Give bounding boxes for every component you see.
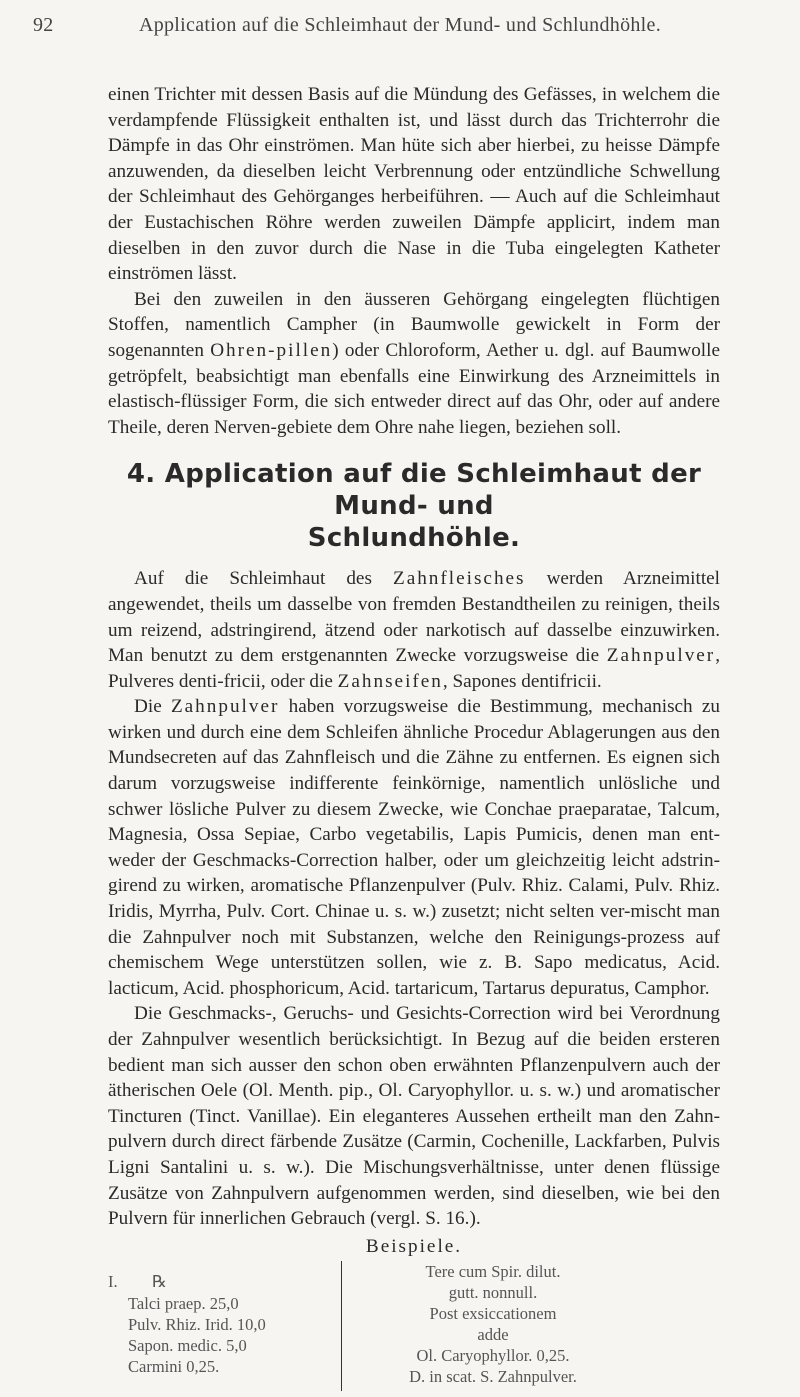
ingredient-line: Pulv. Rhiz. Irid. 10,0 [128,1315,266,1335]
term-zahnpulver-2: Zahnpulver [170,696,280,718]
instruction-line: Post exsiccationem [429,1304,557,1324]
section-heading-line-2: Schlundhöhle. [307,523,521,554]
ingredient-list [128,1293,266,1377]
recipe-block [108,1261,720,1397]
instruction-line: D. in scat. S. Zahnpulver. [409,1367,577,1387]
running-head [0,14,800,37]
examples-heading: Beispiele. [365,1235,463,1257]
paragraph-3-part-d: , Sapones dentifricii. [442,670,602,692]
term-zahnpulver: Zahnpulver [606,645,716,667]
page-number: 92 [33,14,54,36]
paragraph-3-part-c: , Pulveres denti-fricii, oder die [108,645,720,692]
ingredient-line: Sapon. medic. 5,0 [128,1336,247,1356]
paragraph-3 [108,566,720,694]
paragraph-3-part-b: werden Arzneimittel angewendet, theils um dasselbe von fremden Bestandtheilen zu reinigen, theils um reizend, adstringirend, ätzend oder narkotisch auf dasselbe einzuwirken. Man benutzt zu dem erstgenannten Zwecke vorzugsweise die [108,568,720,667]
instruction-line: gutt. nonnull. [448,1283,538,1303]
section-heading [108,458,720,554]
term-zahnseifen: Zahnseifen [337,670,443,692]
paragraph-2 [108,287,720,441]
paragraph-1: einen Trichter mit dessen Basis auf die Mündung des Gefässes, in welchem die verdampfende Flüssigkeit enthalten ist, und lässt durch das Trichterrohr die Dämpfe in das Ohr einströmen. Man hüte sich aber hierbei, zu heisse Dämpfe anzuwenden, da dieselben leicht Verbrennung oder entzündliche Schwellung der Schleimhaut des Gehörganges herbeiführen. — Auch auf die Schleimhaut der Eustachischen Röhre werden zuweilen Dämpfe applicirt, indem man dieselben in den zuvor durch die Nase in die Tuba eingelegten Katheter einströmen lässt. [108,84,720,285]
recipe-number: I. [108,1272,118,1292]
paragraph-4 [108,694,720,1001]
instruction-line: adde [477,1325,509,1345]
recipe-divider [341,1261,342,1391]
ingredient-line: Carmini 0,25. [128,1357,220,1377]
paragraph-4-part-b: haben vorzugsweise die Bestimmung, mechanisch zu wirken und durch eine dem Schleifen ähnliche Procedur Ablagerungen aus den Mundsecreten auf das Zahnfleisch und die Zähne zu entfernen. Es eignen sich darum vorzugsweise indifferente feinkörnige, namentlich unlösliche und schwer lösliche Pulver zu diesem Zwecke, wie Conchae praeparatae, Talcum, Magnesia, Ossa Sepiae, Carbo vegetabilis, Lapis Pumicis, denen man ent-weder der Geschmacks-Correction halber, oder um gleichzeitig leicht adstrin-girend zu wirken, aromatische Pflanzenpulver (Pulv. Rhiz. Calami, Pulv. Rhiz. Iridis, Myrrha, Pulv. Cort. Chinae u. s. w.) zusetzt; nicht selten ver-mischt man die Zahnpulver noch mit Substanzen, welche den Reinigungs-prozess auf chemischem Wege unterstützen sollen, wie z. B. Sapo medicatus, Acid. lacticum, Acid. phosphoricum, Acid. tartaricum, Tartarus depuratus, Camphor. [108,696,720,999]
running-title: Application auf die Schleimhaut der Mund- und Schlundhöhle. [138,14,662,36]
term-ohrenpillen: Ohren-pillen [210,339,333,361]
term-zahnfleisches: Zahnfleisches [392,568,526,590]
instruction-line: Ol. Caryophyllor. 0,25. [416,1346,570,1366]
paragraph-2-part-b: ) oder Chloroform, Aether u. dgl. auf Baumwolle getröpfelt, beabsichtigt man ebenfalls eine Einwirkung des Arzneimittels in elastisch-flüssiger Form, die sich entweder direct auf das Ohr, oder auf andere Theile, deren Nerven-gebiete dem Ohre nahe liegen, beziehen soll. [108,339,720,438]
instruction-line: Tere cum Spir. dilut. [425,1262,561,1282]
section-heading-line-1: 4. Application auf die Schleimhaut der Mund- und [126,459,702,522]
paragraph-2-part-a: Bei den zuweilen in den äusseren Gehörgang eingelegten flüchtigen Stoffen, namentlich Campher (in Baumwolle gewickelt in Form der sogenannten [108,288,720,361]
paragraph-3-part-a: Auf die Schleimhaut des [134,568,393,590]
recipe-rx-symbol: ℞ [152,1272,167,1292]
paragraph-4-part-a: Die [134,696,171,718]
body-text [108,82,720,1397]
ingredient-line: Talci praep. 25,0 [128,1294,239,1314]
paragraph-5: Die Geschmacks-, Geruchs- und Gesichts-Correction wird bei Verordnung der Zahnpulver wesentlich berücksichtigt. In Bezug auf die beiden ersteren bedient man sich ausser den schon oben erwähnten Pflanzenpulvern auch der ätherischen Oele (Ol. Menth. pip., Ol. Caryophyllor. u. s. w.) und aromatischer Tincturen (Tinct. Vanillae). Ein eleganteres Aussehen ertheilt man den Zahn-pulvern durch direct färbende Zusätze (Carmin, Cochenille, Lackfarben, Pulvis Ligni Santalini u. s. w.). Die Mischungsverhältnisse, unter denen flüssige Zusätze von Zahnpulvern aufgenommen werden, sind dieselben, wie bei den Pulvern für innerlichen Gebrauch (vergl. S. 16.). [108,1003,720,1230]
recipe-instructions [353,1261,633,1387]
